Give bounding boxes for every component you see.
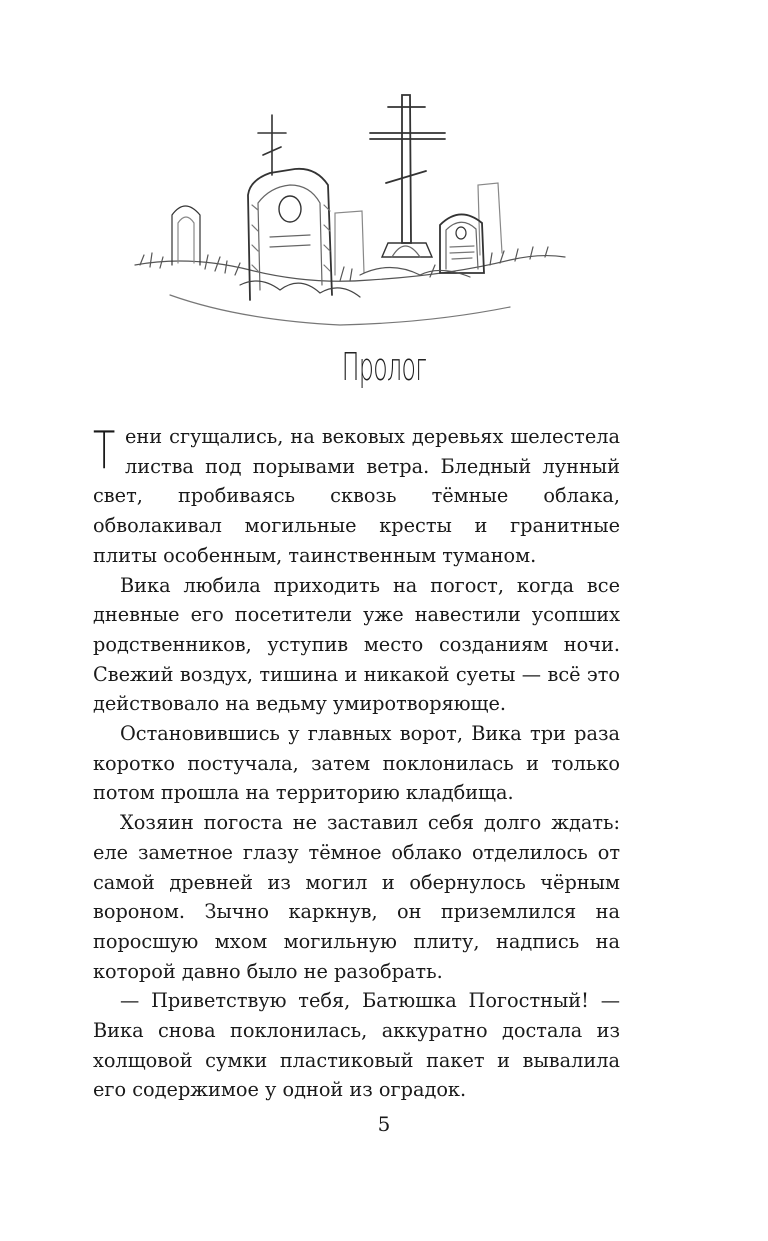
cemetery-illustration bbox=[130, 85, 570, 340]
chapter-title: Пролог bbox=[341, 345, 427, 389]
page-number: 5 bbox=[377, 1112, 391, 1136]
paragraph: Вика любила приходить на погост, когда все дневные его посетители уже навестили усопших родственников, уступив место созданиям ночи. Свежий воздух, тишина и никакой суеты — всё это действовало на ведьму умиротворяюще. bbox=[93, 573, 620, 716]
chapter-text bbox=[93, 422, 620, 1105]
paragraph: — Приветствую тебя, Батюшка Погостный! — Вика снова поклонилась, аккуратно достала из холщовой сумки пластиковый пакет и вывалила его содержимое у одной из оградок. bbox=[93, 989, 620, 1102]
paragraph: Остановившись у главных ворот, Вика три раза коротко постучала, затем поклонилась и только потом прошла на территорию кладбища. bbox=[93, 722, 620, 805]
paragraph: Тени сгущались, на вековых деревьях шелестела листва под порывами ветра. Бледный лунный свет, пробиваясь сквозь тёмные облака, обволакивал могильные кресты и гранитные плиты особенным, таинственным туманом. bbox=[93, 421, 620, 567]
paragraph: Хозяин погоста не заставил себя долго ждать: еле заметное глазу тёмное облако отделилось от самой древней из могил и обернулось чёрным вороном. Зычно каркнув, он приземлился на поросшую мхом могильную плиту, надпись на которой давно было не разобрать. bbox=[93, 811, 620, 983]
dropcap: Т bbox=[93, 421, 116, 481]
